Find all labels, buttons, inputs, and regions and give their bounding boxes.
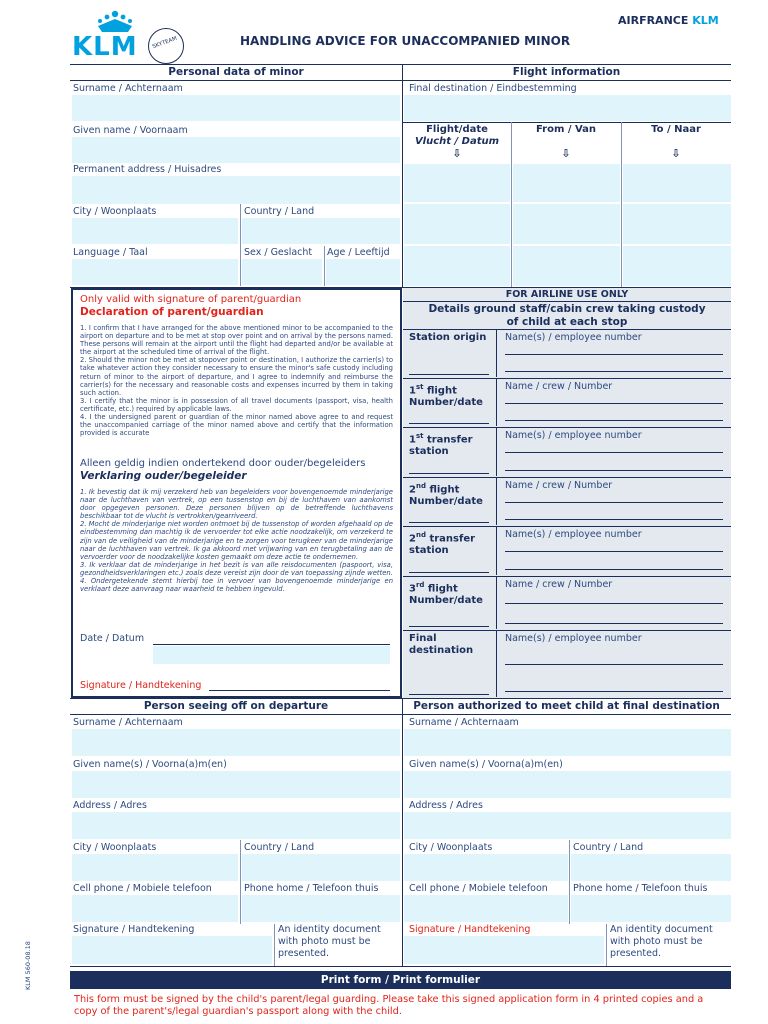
flight-row-3-from[interactable]: [513, 246, 620, 286]
minor-surname-label: Surname / Achternaam: [73, 83, 183, 94]
stop-separator: [403, 427, 731, 428]
stop-column-separator: [496, 379, 497, 426]
stop-label-underline: [409, 694, 489, 695]
stop-label-line-2: station: [409, 446, 449, 458]
stop-label-underline: [409, 473, 489, 474]
declaration-date-line: [153, 644, 390, 645]
stop-label-underline: [409, 572, 489, 573]
meet-city-label: City / Woonplaats: [409, 842, 493, 853]
stop-name-line-2[interactable]: [505, 623, 723, 624]
meet-id-note-3: presented.: [610, 948, 662, 959]
stop-name-line-2[interactable]: [505, 420, 723, 421]
airline-stop-row: [403, 478, 731, 525]
stop-label-line-2: Number/date: [409, 496, 483, 508]
ordinal-suffix: nd: [415, 482, 426, 490]
declaration-item-nl-1: 1. Ik bevestig dat ik mij verzekerd heb van begeleiders voor bovengenoemde minderjarige naar de luchthaven van vertrek, op een tussenstop en bij de luchthaven van aankomst door opgegeven personen. Deze personen blijven op de betreffende luchthavens beschikbaar tot de vlucht is vertrokken/gearriveerd.: [80, 488, 393, 521]
minor-age-label: Age / Leeftijd: [327, 247, 390, 258]
declaration-valid-nl: Alleen geldig indien ondertekend door ouder/begeleiders: [80, 458, 366, 469]
seeing-off-country-field[interactable]: [242, 854, 400, 881]
stop-label-line-1: 1st flight: [409, 383, 457, 397]
declaration-item-nl-4: 4. Ondergetekende stemt hierbij toe in vervoer van bovengenoemde minderjarige en verklaart deze aanvraag naar waarheid te hebben ingevuld.: [80, 577, 393, 594]
declaration-date-field[interactable]: [153, 646, 390, 664]
arrow-down-icon: ⇩: [671, 147, 681, 160]
stop-label-line-2: destination: [409, 645, 474, 656]
meet-country-label: Country / Land: [573, 842, 644, 853]
stop-name-line-1[interactable]: [505, 502, 723, 503]
flight-row-2-to[interactable]: [623, 204, 731, 244]
stop-name-label: Name / crew / Number: [505, 480, 613, 491]
stop-label-line-2: station: [409, 545, 449, 557]
stop-label: [409, 381, 483, 409]
meet-given-label: Given name(s) / Voorna(a)m(en): [409, 759, 563, 770]
page-title: HANDLING ADVICE FOR UNACCOMPANIED MINOR: [240, 34, 571, 48]
minor-country-label: Country / Land: [244, 206, 315, 217]
meet-phone-field[interactable]: [571, 895, 731, 922]
seeing-off-signature-field[interactable]: [72, 936, 272, 964]
seeing-off-city-field[interactable]: [72, 854, 238, 881]
stop-label-line-1: 2nd transfer: [409, 531, 476, 545]
declaration-item-en-3: 3. I certify that the minor is in possession of all travel documents (passport, visa, health certificate, etc.) required by applicable laws.: [80, 396, 393, 413]
partner-airfrance: AIRFRANCE: [618, 14, 689, 27]
stop-label-underline: [409, 626, 489, 627]
stop-separator: [403, 329, 731, 330]
meet-signature-label: Signature / Handtekening: [409, 924, 531, 935]
stop-separator: [403, 526, 731, 527]
seeing-off-city-label: City / Woonplaats: [73, 842, 157, 853]
stop-label-underline: [409, 374, 489, 375]
declaration-title-en: Declaration of parent/guardian: [80, 306, 264, 318]
flight-row-1-to[interactable]: [623, 164, 731, 202]
declaration-signature-label: Signature / Handtekening: [80, 680, 202, 691]
final-destination-label: Final destination / Eindbestemming: [409, 83, 577, 94]
airline-stop-row: [403, 577, 731, 629]
seeing-off-country-label: Country / Land: [244, 842, 315, 853]
declaration-signature-field[interactable]: [78, 666, 394, 680]
declaration-valid-en: Only valid with signature of parent/guardian: [80, 294, 302, 305]
declaration-items-nl: [80, 488, 393, 593]
stop-label-line-2: Number/date: [409, 397, 483, 409]
seeing-off-phone-label: Phone home / Telefoon thuis: [244, 883, 379, 894]
stop-name-line-2[interactable]: [505, 691, 723, 692]
minor-header: Personal data of minor: [70, 64, 402, 81]
minor-given-name-field[interactable]: [72, 137, 400, 163]
stop-label-line-1: Final: [409, 633, 437, 644]
airline-subheader: [403, 303, 731, 329]
seeing-off-surname-label: Surname / Achternaam: [73, 717, 183, 728]
stop-label-underline: [409, 522, 489, 523]
stop-name-line-1[interactable]: [505, 403, 723, 404]
stop-name-label: Name(s) / employee number: [505, 529, 642, 540]
declaration-item-nl-3: 3. Ik verklaar dat de minderjarige in het bezit is van alle reisdocumenten (paspoort, visa, gezondheidsverklaringen etc.) zoals deze vereist zijn door de van toepassing zijnde wetten.: [80, 560, 393, 577]
meet-address-field[interactable]: [404, 812, 731, 839]
stop-name-line-2[interactable]: [505, 519, 723, 520]
stop-name-label: Name(s) / employee number: [505, 332, 642, 343]
partner-logo: [618, 14, 719, 27]
airline-subheader-1: Details ground staff/cabin crew taking custody: [428, 303, 706, 315]
seeing-off-id-note-1: An identity document: [278, 924, 381, 935]
stop-column-separator: [496, 478, 497, 525]
declaration-date-label: Date / Datum: [80, 633, 145, 644]
meet-city-field[interactable]: [404, 854, 568, 881]
seeing-off-id-note-2: with photo must be: [278, 936, 371, 947]
stop-label: [409, 633, 473, 657]
minor-address-label: Permanent address / Huisadres: [73, 164, 222, 175]
seeing-off-address-field[interactable]: [72, 812, 400, 839]
arrow-down-icon: ⇩: [561, 147, 571, 160]
meet-header: Person authorized to meet child at final destination: [402, 699, 731, 715]
declaration-item-en-4: 4. I the undersigned parent or guardian of the minor named above agree to and request the unaccompanied carriage of the minor named above and certify that the information provided is accurate: [80, 413, 393, 438]
meet-cell-label: Cell phone / Mobiele telefoon: [409, 883, 548, 894]
stop-label: [409, 480, 483, 508]
meet-address-label: Address / Adres: [409, 800, 483, 811]
flight-row-1-from[interactable]: [513, 164, 620, 202]
minor-given-name-label: Given name / Voornaam: [73, 125, 188, 136]
from-col-header: [512, 124, 620, 160]
minor-address-field[interactable]: [72, 176, 400, 204]
stop-name-label: Name(s) / employee number: [505, 430, 642, 441]
airline-stop-row: [403, 428, 731, 476]
declaration-items-en: [80, 324, 393, 437]
seeing-off-signature-label: Signature / Handtekening: [73, 924, 195, 935]
stop-column-separator: [496, 631, 497, 697]
flight-header: Flight information: [402, 64, 731, 81]
ordinal-suffix: st: [415, 432, 424, 440]
stop-column-separator: [496, 527, 497, 575]
stop-label: [409, 529, 475, 557]
minor-sex-field[interactable]: [242, 259, 322, 285]
meet-cell-field[interactable]: [404, 895, 568, 922]
seeing-off-address-label: Address / Adres: [73, 800, 147, 811]
airline-subheader-2: of child at each stop: [506, 316, 628, 328]
minor-city-field[interactable]: [72, 218, 238, 244]
stop-label: [409, 430, 473, 458]
stop-name-line-2[interactable]: [505, 470, 723, 471]
ordinal-suffix: st: [415, 383, 424, 391]
flight-col-label-2: Vlucht / Datum: [414, 136, 500, 147]
minor-surname-field[interactable]: [72, 95, 400, 121]
stop-name-label: Name / crew / Number: [505, 579, 613, 590]
stop-label-line-1: 3rd flight: [409, 581, 458, 595]
stop-separator: [403, 630, 731, 631]
to-col-label: To / Naar: [651, 124, 701, 135]
meet-id-note-2: with photo must be: [610, 936, 703, 947]
stop-separator: [403, 477, 731, 478]
meet-phone-label: Phone home / Telefoon thuis: [573, 883, 708, 894]
stop-label-underline: [409, 423, 489, 424]
stop-name-line-2[interactable]: [505, 371, 723, 372]
stop-column-separator: [496, 428, 497, 476]
declaration-item-nl-2: 2. Mocht de minderjarige niet worden ontmoet bij de tussenstop of worden afgehaald op de eindbestemming dan machtig ik de vervoerder tot elke actie noodzakelijk, om verzekerd te zijn van de veiligheid van de minderjarige en te zorgen voor terugkeer van de minderjarige naar de luchthaven van vertrek. Ik ga akkoord met vrijwaring van en terugbetaling aan de vervoerder voor de noodzakelijke kosten gemaakt om deze actie te ondernemen.: [80, 520, 393, 561]
arrow-down-icon: ⇩: [452, 147, 462, 160]
stop-label-line-1: Station origin: [409, 332, 487, 343]
stop-name-line-1[interactable]: [505, 354, 723, 355]
flight-row-1-flight[interactable]: [404, 164, 510, 202]
minor-age-field[interactable]: [326, 259, 400, 285]
airline-stop-row: [403, 527, 731, 575]
declaration-item-en-1: 1. I confirm that I have arranged for the above mentioned minor to be accompanied to the airport on departure and to be met at stop over point and on arrival by the persons named. These persons will remain at the airport until the flight had departed and/or be available at the airport at the scheduled time of arrival of the flight.: [80, 324, 393, 357]
footer-note: This form must be signed by the child's parent/legal guarding. Please take this signed application form in 4 printed copies and a copy of the parent's/legal guardian's passport along with the child.: [74, 994, 704, 1017]
meet-id-note-1: An identity document: [610, 924, 713, 935]
klm-logo-text: KLM: [72, 32, 138, 62]
airline-stop-row: [403, 330, 731, 377]
klm-logo: [70, 10, 190, 62]
stop-label: [409, 332, 486, 344]
meet-given-field[interactable]: [404, 771, 731, 798]
minor-city-label: City / Woonplaats: [73, 206, 157, 217]
declaration-item-en-2: 2. Should the minor not be met at stopover point or destination, I authorize the carrier(s) to take whatever action they consider necessary to ensure the minor's safe custody including return of minor to the airport of departure, and I agree to indemnify and reimburse the carrier(s) for the necessary and reasonable costs and expenses incurred by them in taking such action.: [80, 356, 393, 397]
stop-name-line-1[interactable]: [505, 664, 723, 665]
stop-column-separator: [496, 330, 497, 377]
stop-name-line-2[interactable]: [505, 569, 723, 570]
flight-row-3-flight[interactable]: [404, 246, 510, 286]
meet-country-field[interactable]: [571, 854, 731, 881]
stop-name-line-1[interactable]: [505, 603, 723, 604]
print-form-button[interactable]: Print form / Print formulier: [70, 971, 731, 989]
skyteam-text: SKYTEAM: [151, 35, 178, 51]
stop-label-line-1: 1st transfer: [409, 432, 473, 446]
minor-language-label: Language / Taal: [73, 247, 148, 258]
minor-sex-label: Sex / Geslacht: [244, 247, 313, 258]
meet-id-note: [610, 924, 713, 960]
declaration-title-nl: Verklaring ouder/begeleider: [80, 470, 247, 482]
seeing-off-header: Person seeing off on departure: [70, 699, 402, 715]
declaration-box: [71, 288, 402, 698]
flight-row-2-flight[interactable]: [404, 204, 510, 244]
meet-surname-label: Surname / Achternaam: [409, 717, 519, 728]
ordinal-suffix: nd: [415, 531, 426, 539]
airline-stop-row: [403, 631, 731, 697]
seeing-off-cell-field[interactable]: [72, 895, 238, 922]
stop-name-label: Name(s) / employee number: [505, 633, 642, 644]
airline-stop-row: [403, 379, 731, 426]
meet-signature-field[interactable]: [404, 936, 604, 964]
final-destination-field[interactable]: [404, 95, 731, 121]
from-col-label: From / Van: [535, 124, 597, 135]
flight-col-header: [404, 124, 510, 160]
seeing-off-id-note-3: presented.: [278, 948, 330, 959]
partner-klm: KLM: [692, 14, 719, 27]
airline-header: FOR AIRLINE USE ONLY: [505, 289, 629, 300]
seeing-off-surname-field[interactable]: [72, 729, 400, 756]
seeing-off-given-field[interactable]: [72, 771, 400, 798]
stop-separator: [403, 576, 731, 577]
to-col-header: [622, 124, 730, 160]
stop-label-line-1: 2nd flight: [409, 482, 460, 496]
flight-row-2-from[interactable]: [513, 204, 620, 244]
stop-label-line-2: Number/date: [409, 595, 483, 607]
seeing-off-id-note: [278, 924, 381, 960]
seeing-off-cell-label: Cell phone / Mobiele telefoon: [73, 883, 212, 894]
meet-surname-field[interactable]: [404, 729, 731, 756]
stop-name-line-1[interactable]: [505, 551, 723, 552]
minor-country-field[interactable]: [242, 218, 400, 244]
flight-col-label-1: Flight/date: [426, 124, 488, 135]
stop-name-line-1[interactable]: [505, 452, 723, 453]
minor-language-field[interactable]: [72, 259, 238, 285]
ordinal-suffix: rd: [415, 581, 425, 589]
seeing-off-phone-field[interactable]: [242, 895, 400, 922]
stop-label: [409, 579, 483, 607]
stop-column-separator: [496, 577, 497, 629]
stop-separator: [403, 378, 731, 379]
stop-name-label: Name / crew / Number: [505, 381, 613, 392]
seeing-off-given-label: Given name(s) / Voorna(a)m(en): [73, 759, 227, 770]
form-code: KLM 560-08.18: [24, 941, 32, 990]
declaration-signature-line: [209, 690, 390, 691]
flight-row-3-to[interactable]: [623, 246, 731, 286]
